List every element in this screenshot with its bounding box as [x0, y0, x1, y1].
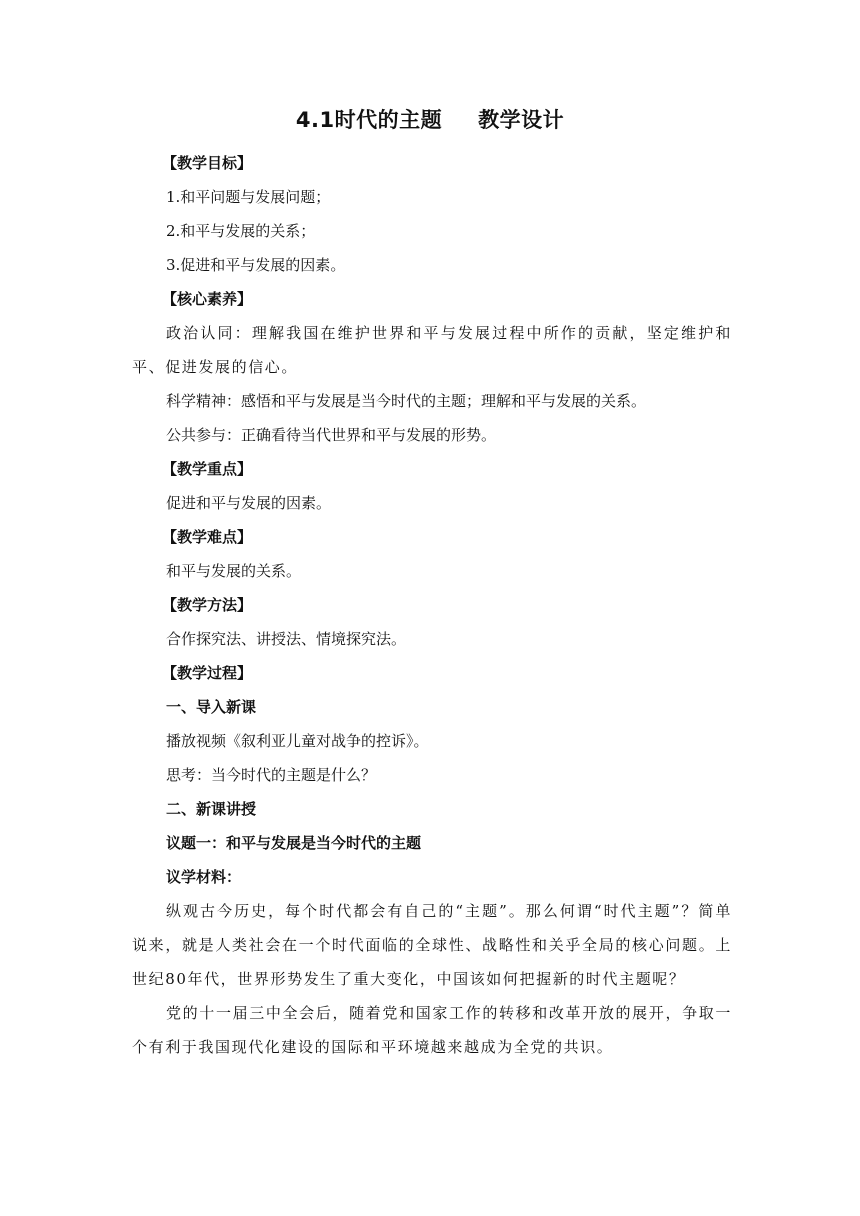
title-suffix: 教学设计 [478, 108, 565, 132]
topic-heading: 议题一：和平与发展是当今时代的主题 [166, 834, 422, 852]
intro-line: 播放视频《叙利亚儿童对战争的控诉》。 [166, 732, 429, 750]
subheading-intro: 一、导入新课 [166, 698, 257, 716]
material-paragraph: 党的十一届三中全会后，随着党和国家工作的转移和改革开放的展开，争取一个有利于我国现代化建设的国际和平环境越来越成为全党的共识。 [132, 1004, 732, 1056]
section-heading-process: 【教学过程】 [162, 664, 253, 682]
section-heading-difficulty: 【教学难点】 [162, 528, 253, 546]
material-heading: 议学材料： [166, 868, 242, 886]
literacy-item: 公共参与：正确看待当代世界和平与发展的形势。 [166, 426, 497, 444]
material-paragraph: 纵观古今历史，每个时代都会有自己的“主题”。那么何谓“时代主题”？简单说来，就是人类社会在一个时代面临的全球性、战略性和关乎全局的核心问题。上世纪80年代，世界形势发生了重大变化，中国该如何把握新的时代主题呢？ [132, 902, 732, 988]
section-heading-literacy: 【核心素养】 [162, 290, 253, 308]
literacy-item: 政治认同：理解我国在维护世界和平与发展过程中所作的贡献，坚定维护和平、促进发展的信心。 [132, 324, 732, 376]
intro-line: 思考：当今时代的主题是什么？ [166, 766, 377, 784]
goal-item: 3.促进和平与发展的因素。 [166, 256, 346, 274]
title-main: 4.1时代的主题 [295, 108, 443, 132]
document-body [132, 146, 732, 1064]
section-heading-goals: 【教学目标】 [162, 154, 253, 172]
goal-item: 1.和平问题与发展问题； [166, 188, 331, 206]
difficulty-text: 和平与发展的关系。 [166, 562, 302, 580]
section-heading-key-point: 【教学重点】 [162, 460, 253, 478]
subheading-lecture: 二、新课讲授 [166, 800, 257, 818]
document-title [0, 104, 860, 136]
section-heading-method: 【教学方法】 [162, 596, 253, 614]
method-text: 合作探究法、讲授法、情境探究法。 [166, 630, 407, 648]
key-point-text: 促进和平与发展的因素。 [166, 494, 332, 512]
literacy-item: 科学精神：感悟和平与发展是当今时代的主题；理解和平与发展的关系。 [166, 392, 647, 410]
goal-item: 2.和平与发展的关系； [166, 222, 316, 240]
